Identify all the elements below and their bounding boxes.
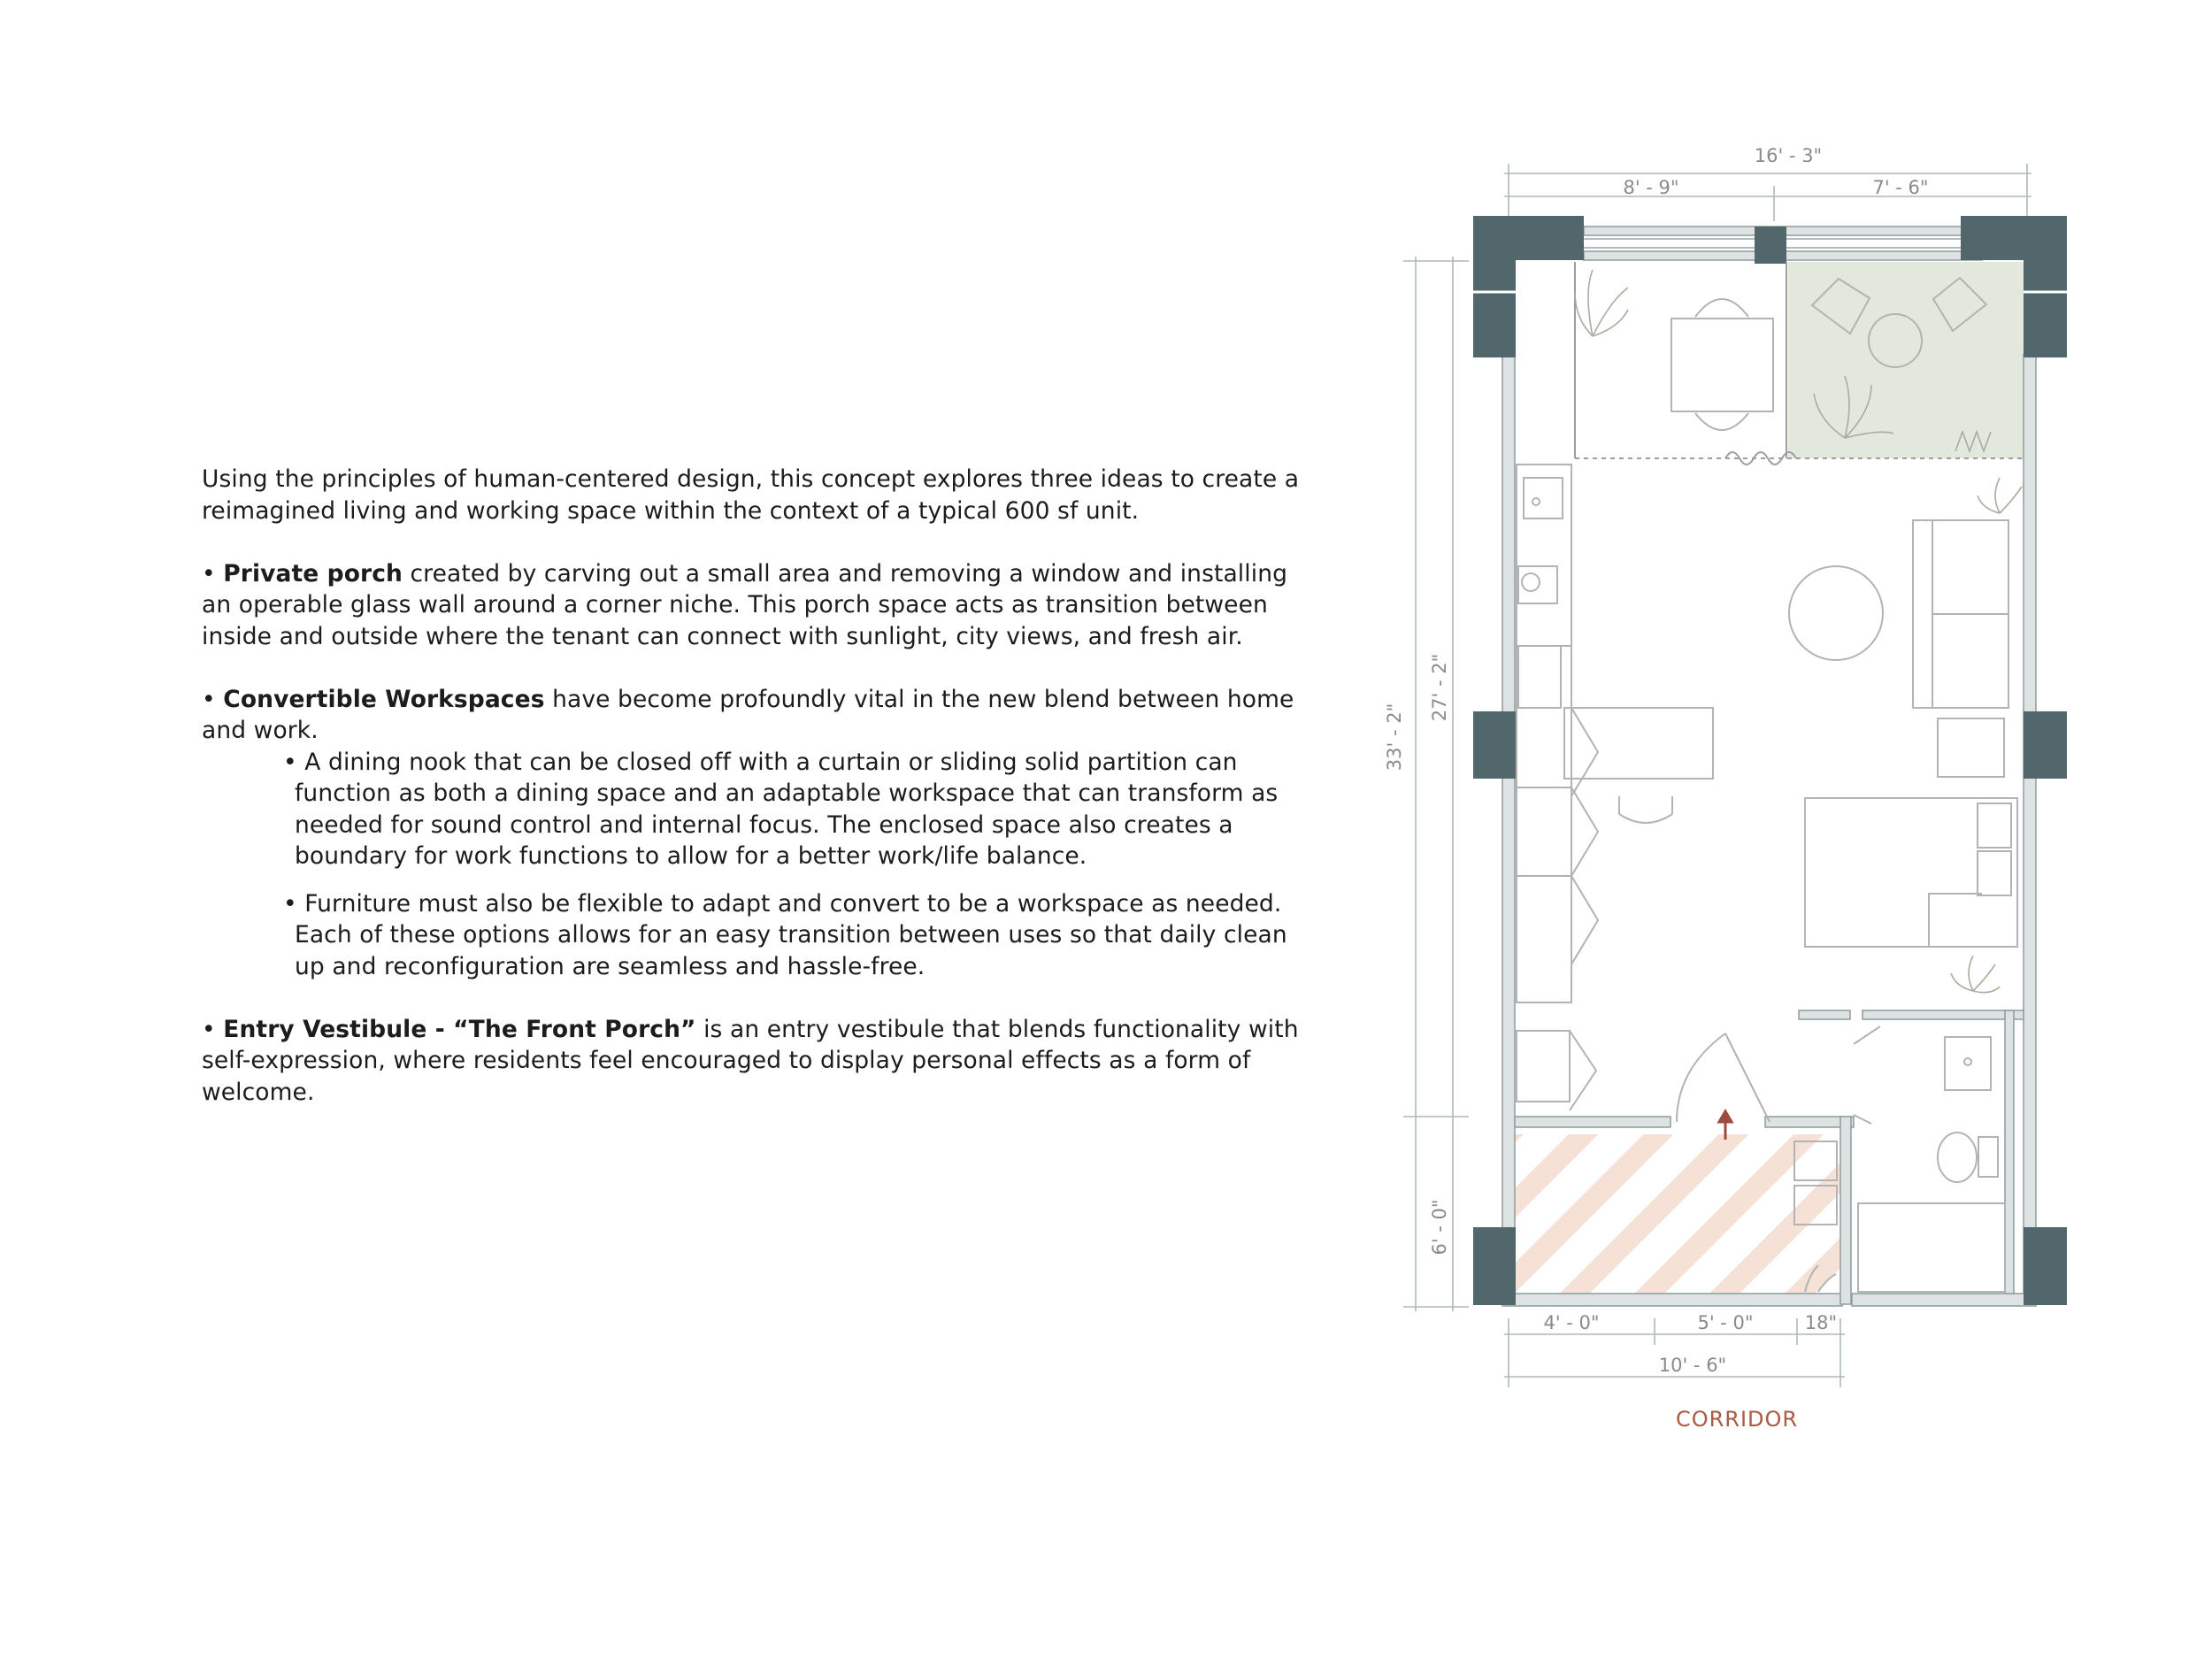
convertible-workspaces-paragraph: • Convertible Workspaces have become profoundly vital in the new blend between home and work. bbox=[202, 685, 1294, 744]
entry-vestibule-text: is an entry vestibule that blends functionality with self-expression, where residents feel encouraged to display personal effects as a form of welcome. bbox=[202, 1015, 1299, 1106]
dim-overall-width: 16' - 3" bbox=[1754, 145, 1823, 166]
private-porch-text: created by carving out a small area and removing a window and installing an operable glass wall around a corner niche. This porch space acts as transition between inside and outside where the tenant can connect with sunlight, city views, and fresh air. bbox=[202, 559, 1288, 650]
private-porch-paragraph: • Private porch created by carving out a small area and removing a window and installing an operable glass wall around a corner niche. This porch space acts as transition between inside and outside where the tenant can connect with sunlight, city views, and fresh air. bbox=[202, 559, 1288, 650]
corridor-label: CORRIDOR bbox=[1675, 1407, 1799, 1432]
dining-table bbox=[1671, 299, 1773, 430]
bed bbox=[1805, 798, 2017, 947]
convertible-workspaces-heading: Convertible Workspaces bbox=[223, 685, 545, 713]
dim-entry-niche: 18" bbox=[1804, 1312, 1838, 1333]
dim-right-bay: 7' - 6" bbox=[1872, 177, 1929, 198]
dim-entry-width: 10' - 6" bbox=[1658, 1355, 1727, 1376]
private-porch-area bbox=[1788, 262, 2024, 458]
entry-vestibule-hatch bbox=[1515, 1134, 1842, 1304]
intro-paragraph: Using the principles of human-centered design, this concept explores three ideas to create a reimagined living and working space within the context of a typical 600 sf unit. bbox=[202, 465, 1300, 525]
convertible-workspaces-text: have become profoundly vital in the new blend between home and work. bbox=[202, 685, 1294, 744]
dim-left-bay: 8' - 9" bbox=[1623, 177, 1679, 198]
left-dimension-lines bbox=[1403, 257, 1469, 1311]
top-dimension-lines bbox=[1504, 164, 2032, 221]
dim-living-depth: 27' - 2" bbox=[1429, 653, 1450, 722]
private-porch-heading: Private porch bbox=[223, 559, 403, 588]
workspace-desk bbox=[1564, 708, 1713, 823]
workspace-sub-item: • A dining nook that can be closed off with a curtain or sliding solid partition can function as both a dining space and an adaptable workspace that can transform as needed for sound control and internal focus. The enclosed space also creates a boundary for work functions to allow for a better work/life balance. bbox=[283, 748, 1279, 870]
dim-entry-depth: 6' - 0" bbox=[1429, 1199, 1450, 1256]
entry-closet bbox=[1517, 1031, 1596, 1110]
kitchen-counter bbox=[1517, 465, 1598, 1002]
entry-vestibule-heading: Entry Vestibule - “The Front Porch” bbox=[223, 1015, 696, 1043]
entry-vestibule-paragraph: • Entry Vestibule - “The Front Porch” is an entry vestibule that blends functionality with self-expression, where residents feel encouraged to display personal effects as a form of welcome. bbox=[202, 1015, 1299, 1106]
bathroom-fixtures bbox=[1854, 1026, 2005, 1292]
living-furniture bbox=[1789, 520, 2008, 777]
dim-entry-left: 4' - 0" bbox=[1543, 1312, 1600, 1333]
workspace-sub-item: • Furniture must also be flexible to adapt and convert to be a workspace as needed. Each of these options allows for an easy transition between uses so that daily clean up and reconfiguration are seamless and hassle-free. bbox=[283, 889, 1287, 980]
dim-overall-depth: 33' - 2" bbox=[1384, 703, 1405, 772]
dim-entry-door: 5' - 0" bbox=[1697, 1312, 1754, 1333]
entry-door bbox=[1677, 1033, 1770, 1122]
